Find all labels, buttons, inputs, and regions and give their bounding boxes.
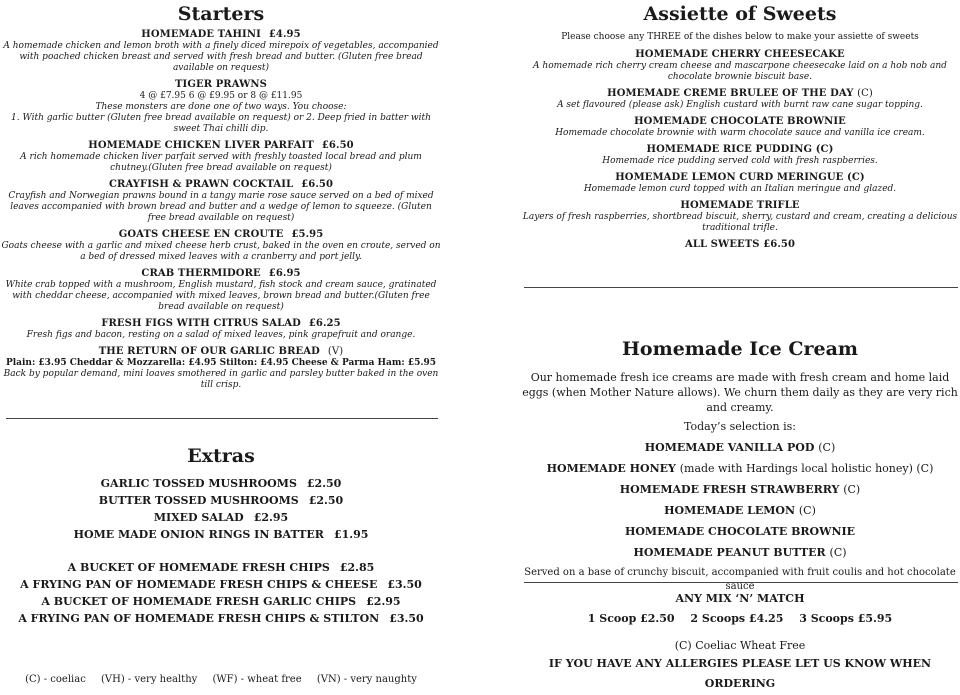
sweet-name: HOMEMADE RICE PUDDING bbox=[646, 144, 813, 155]
extras-item-price: £1.95 bbox=[333, 528, 369, 541]
extras-item-price: £2.50 bbox=[306, 477, 342, 490]
extras-item bbox=[0, 610, 442, 627]
legend-item: (VN) - very naughty bbox=[316, 674, 417, 685]
menu-item bbox=[0, 318, 442, 341]
sweet-item bbox=[520, 116, 960, 139]
sweet-item bbox=[520, 88, 960, 111]
item-name: THE RETURN OF OUR GARLIC BREAD bbox=[98, 346, 320, 357]
sweet-tag: (C) bbox=[847, 172, 865, 183]
extras-title: Extras bbox=[187, 445, 255, 467]
menu-item bbox=[0, 179, 442, 224]
sweets-intro: Please choose any THREE of the dishes below to make your assiette of sweets bbox=[561, 32, 919, 42]
sweet-item bbox=[520, 200, 960, 234]
extras-item bbox=[0, 593, 442, 610]
menu-item bbox=[0, 29, 442, 74]
icecream-name: HOMEMADE LEMON bbox=[664, 504, 796, 517]
scoop-prices bbox=[520, 609, 960, 629]
item-price: £5.95 bbox=[291, 229, 324, 240]
extras-item-name: HOME MADE ONION RINGS IN BATTER bbox=[73, 528, 324, 541]
item-desc: A rich homemade chicken liver parfait served with freshly toasted local bread and plum chutney.(Gluten free bread available on request) bbox=[20, 152, 422, 173]
item-price: £6.25 bbox=[308, 318, 341, 329]
icecream-selection: Today’s selection is: bbox=[684, 420, 796, 433]
item-price: (V) bbox=[327, 346, 344, 357]
left-column bbox=[0, 0, 442, 396]
item-desc: A homemade chicken and lemon broth with a finely diced mirepoix of vegetables, accompanied with poached chicken breast and served with fresh bread and butter. (Gluten free bread available on request) bbox=[3, 41, 439, 73]
extras-item-price: £2.95 bbox=[253, 511, 289, 524]
scoop-price: 2 Scoops £4.25 bbox=[690, 612, 784, 625]
legend-item: (VH) - very healthy bbox=[101, 674, 198, 685]
icecream-item bbox=[520, 521, 960, 542]
sweet-tag: (C) bbox=[815, 144, 834, 155]
dietary-legend bbox=[0, 674, 442, 685]
item-prices: Plain: £3.95 Cheddar & Mozzarella: £4.95 Stilton: £4.95 Cheese & Parma Ham: £5.95 bbox=[5, 358, 437, 368]
sweet-desc: A set flavoured (please ask) English custard with burnt raw cane sugar topping. bbox=[557, 100, 923, 110]
extras-item-price: £2.85 bbox=[339, 561, 375, 574]
icecream-tag: (C) bbox=[829, 546, 847, 559]
item-price: £6.50 bbox=[321, 140, 354, 151]
item-name: GOATS CHEESE EN CROUTE bbox=[118, 229, 284, 240]
sweets-title: Assiette of Sweets bbox=[643, 3, 837, 25]
extras-item bbox=[0, 509, 442, 526]
icecream-item bbox=[520, 458, 960, 479]
icecream-footer bbox=[520, 589, 960, 694]
divider bbox=[6, 418, 438, 419]
icecream-name: HOMEMADE HONEY bbox=[546, 462, 676, 475]
sweet-name: HOMEMADE CREME BRULEE OF THE DAY bbox=[607, 88, 854, 99]
icecream-item bbox=[520, 437, 960, 458]
item-desc: White crab topped with a mushroom, English mustard, fish stock and cream sauce, gratinated with cheddar cheese, accompanied with mixed leaves, brown bread and butter.(Gluten free bread available on request) bbox=[5, 280, 437, 312]
legend-item: (C) - coeliac bbox=[25, 674, 86, 685]
icecream-tag: (C) bbox=[818, 441, 836, 454]
item-desc-options: 1. With garlic butter (Gluten free bread available on request) or 2. Deep fried in batter with sweet Thai chilli dip. bbox=[11, 113, 431, 134]
icecream-item bbox=[520, 542, 960, 563]
legend-item: (WF) - wheat free bbox=[212, 674, 302, 685]
extras-item bbox=[0, 475, 442, 492]
sweet-desc: Homemade rice pudding served cold with fresh raspberries. bbox=[602, 156, 878, 166]
icecream-name: HOMEMADE CHOCOLATE BROWNIE bbox=[624, 525, 856, 538]
item-desc: Fresh figs and bacon, resting on a salad of mixed leaves, pink grapefruit and orange. bbox=[26, 330, 416, 340]
extras-item-name: A FRYING PAN OF HOMEMADE FRESH CHIPS & CHEESE bbox=[20, 578, 378, 591]
scoop-price: 1 Scoop £2.50 bbox=[587, 612, 675, 625]
menu-item bbox=[0, 140, 442, 174]
icecream-intro: Our homemade fresh ice creams are made with fresh cream and home laid eggs (when Mother Nature allows). We churn them daily as they are very rich and creamy. bbox=[522, 371, 958, 414]
icecream-name: HOMEMADE PEANUT BUTTER bbox=[633, 546, 826, 559]
sweet-item bbox=[520, 49, 960, 83]
item-desc: Back by popular demand, mini loaves smothered in garlic and parsley butter baked in the oven till crisp. bbox=[3, 369, 439, 390]
icecream-served: Served on a base of crunchy biscuit, accompanied with fruit coulis and hot chocolate sauce bbox=[524, 567, 956, 592]
item-prices: 4 @ £7.95 6 @ £9.95 or 8 @ £11.95 bbox=[139, 91, 303, 101]
icecream-title: Homemade Ice Cream bbox=[621, 338, 858, 360]
divider bbox=[524, 287, 958, 288]
divider bbox=[524, 582, 958, 583]
menu-item bbox=[0, 79, 442, 135]
icecream-item bbox=[520, 500, 960, 521]
sweet-desc: Homemade chocolate brownie with warm chocolate sauce and vanilla ice cream. bbox=[555, 128, 925, 138]
starters-title: Starters bbox=[177, 3, 265, 25]
item-name: FRESH FIGS WITH CITRUS SALAD bbox=[101, 318, 301, 329]
extras-item-price: £3.50 bbox=[389, 612, 424, 625]
icecream-name: HOMEMADE FRESH STRAWBERRY bbox=[619, 483, 840, 496]
mix-match-heading: ANY MIX ‘N’ MATCH bbox=[675, 592, 805, 605]
item-price: £4.95 bbox=[268, 29, 301, 40]
all-sweets-price: ALL SWEETS £6.50 bbox=[684, 239, 796, 250]
sweet-desc: A homemade rich cherry cream cheese and mascarpone cheesecake laid on a hob nob and chocolate brownie biscuit base. bbox=[533, 61, 947, 82]
extras-item-name: BUTTER TOSSED MUSHROOMS bbox=[98, 494, 299, 507]
extras-item bbox=[0, 526, 442, 543]
item-name: TIGER PRAWNS bbox=[175, 79, 267, 90]
item-desc: Goats cheese with a garlic and mixed cheese herb crust, baked in the oven en croute, served on a bed of dressed mixed leaves with a cranberry and port jelly. bbox=[1, 241, 441, 262]
extras-item-name: A FRYING PAN OF HOMEMADE FRESH CHIPS & STILTON bbox=[18, 612, 380, 625]
item-name: HOMEMADE TAHINI bbox=[141, 29, 261, 40]
menu-item bbox=[0, 268, 442, 313]
sweet-item bbox=[520, 172, 960, 195]
sweet-name: HOMEMADE TRIFLE bbox=[680, 200, 800, 211]
right-column bbox=[520, 0, 960, 251]
sweet-name: HOMEMADE LEMON CURD MERINGUE bbox=[615, 172, 844, 183]
item-name: CRAYFISH & PRAWN COCKTAIL bbox=[108, 179, 294, 190]
sweet-name: HOMEMADE CHERRY CHEESECAKE bbox=[635, 49, 845, 60]
extras-item-name: A BUCKET OF HOMEMADE FRESH CHIPS bbox=[67, 561, 330, 574]
extras-item-price: £2.95 bbox=[366, 595, 401, 608]
extras-item bbox=[0, 576, 442, 593]
item-name: CRAB THERMIDORE bbox=[141, 268, 261, 279]
extras-item-price: £3.50 bbox=[387, 578, 422, 591]
allergy-notice: IF YOU HAVE ANY ALLERGIES PLEASE LET US KNOW WHEN ORDERING bbox=[548, 657, 932, 690]
icecream-name: HOMEMADE VANILLA POD bbox=[644, 441, 815, 454]
extras-item-name: MIXED SALAD bbox=[153, 511, 244, 524]
extras-item bbox=[0, 492, 442, 509]
extras-item-name: A BUCKET OF HOMEMADE FRESH GARLIC CHIPS bbox=[41, 595, 357, 608]
icecream-tag: (made with Hardings local holistic honey) (C) bbox=[679, 462, 934, 475]
item-price: £6.50 bbox=[301, 179, 334, 190]
item-name: HOMEMADE CHICKEN LIVER PARFAIT bbox=[88, 140, 314, 151]
icecream-item bbox=[520, 479, 960, 500]
sweet-item bbox=[520, 144, 960, 167]
extras-section bbox=[0, 444, 442, 627]
menu-item bbox=[0, 229, 442, 263]
sweet-desc: Layers of fresh raspberries, shortbread biscuit, sherry, custard and cream, creating a delicious traditional trifle. bbox=[522, 212, 958, 233]
item-desc: These monsters are done one of two ways. You choose: bbox=[95, 102, 347, 112]
icecream-section bbox=[520, 337, 960, 594]
item-price: £6.95 bbox=[268, 268, 301, 279]
extras-item bbox=[0, 559, 442, 576]
menu-item bbox=[0, 346, 442, 391]
extras-item-price: £2.50 bbox=[308, 494, 344, 507]
scoop-price: 3 Scoops £5.95 bbox=[799, 612, 893, 625]
coeliac-note: (C) Coeliac Wheat Free bbox=[674, 639, 806, 652]
sweet-tag: (C) bbox=[857, 88, 873, 99]
icecream-tag: (C) bbox=[798, 504, 816, 517]
sweet-desc: Homemade lemon curd topped with an Italian meringue and glazed. bbox=[583, 184, 897, 194]
icecream-tag: (C) bbox=[843, 483, 861, 496]
extras-item-name: GARLIC TOSSED MUSHROOMS bbox=[100, 477, 297, 490]
item-desc: Crayfish and Norwegian prawns bound in a tangy marie rose sauce served on a bed of mixed leaves accompanied with brown bread and butter and a wedge of lemon to squeeze. (Gluten free bread available on request) bbox=[8, 191, 434, 223]
sweet-name: HOMEMADE CHOCOLATE BROWNIE bbox=[634, 116, 846, 127]
